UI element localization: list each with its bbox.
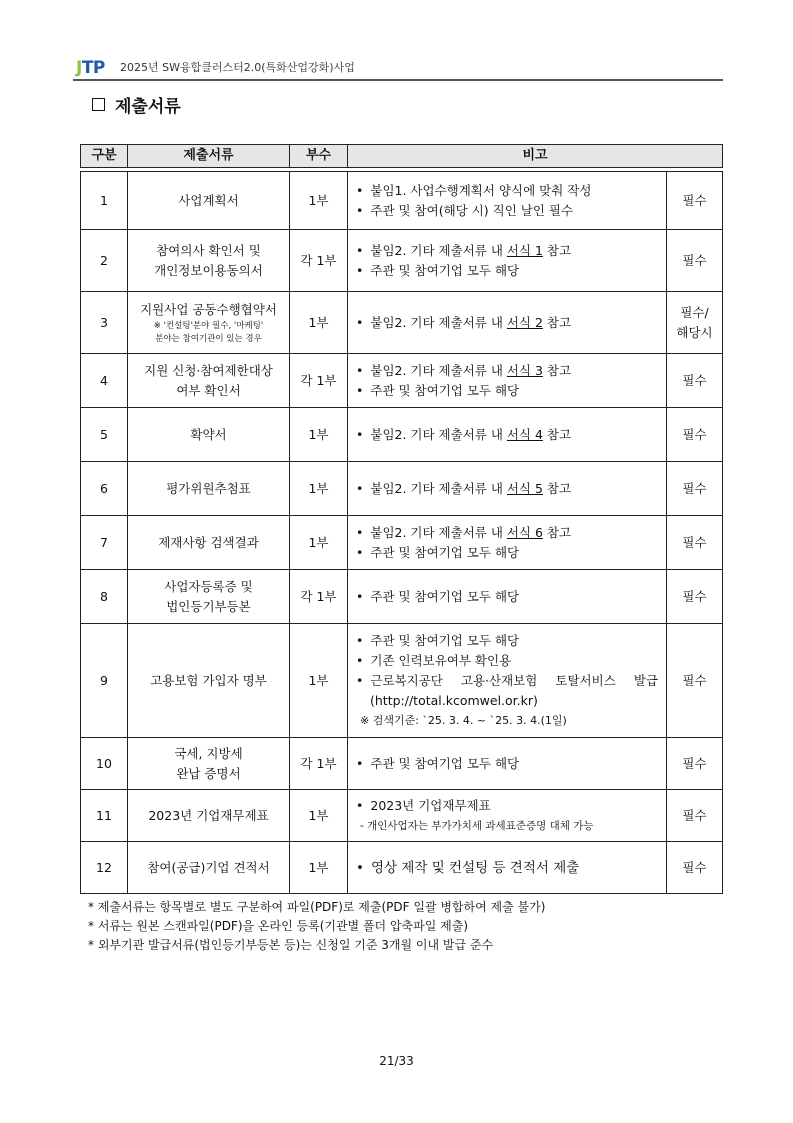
requirement: 필수 <box>667 570 723 624</box>
document-condition: 분야는 참여기관이 있는 경우 <box>155 333 262 344</box>
remark-line: • 2023년 기업재무제표 <box>356 796 658 816</box>
copies: 1부 <box>290 408 348 462</box>
row-number: 6 <box>81 462 128 516</box>
copies: 각 1부 <box>290 570 348 624</box>
remarks <box>348 462 667 516</box>
row-number: 5 <box>81 408 128 462</box>
remark-line: • 주관 및 참여(해당 시) 직인 날인 필수 <box>356 201 658 221</box>
form-reference: 서식 2 <box>506 314 543 330</box>
remark-subnote: - 개인사업자는 부가가치세 과세표준증명 대체 가능 <box>360 819 594 832</box>
row-number: 11 <box>81 790 128 842</box>
requirement: 필수 <box>667 354 723 408</box>
table-row <box>81 790 723 842</box>
document-name <box>128 738 290 790</box>
row-number: 10 <box>81 738 128 790</box>
col-header-notes: 비고 <box>348 145 723 168</box>
footnote: * 서류는 원본 스캔파일(PDF)을 온라인 등록(기관별 폴더 압축파일 제출) <box>88 919 469 933</box>
remarks <box>348 172 667 230</box>
remarks <box>348 738 667 790</box>
remark-line: • 주관 및 참여기업 모두 해당 <box>356 587 658 607</box>
document-name-line: 평가위원추첨표 <box>166 480 251 496</box>
table-row <box>81 516 723 570</box>
table-row <box>81 570 723 624</box>
remark-line: • 붙임2. 기타 제출서류 내 서식 5 참고 <box>356 479 658 499</box>
header-divider <box>73 79 723 81</box>
document-name-line: 지원사업 공동수행협약서 <box>140 301 277 317</box>
remarks <box>348 292 667 354</box>
table-row <box>81 354 723 408</box>
remark-line: • 붙임1. 사업수행계획서 양식에 맞춰 작성 <box>356 181 658 201</box>
remarks <box>348 516 667 570</box>
requirement: 필수 <box>667 790 723 842</box>
form-reference: 서식 4 <box>506 426 543 442</box>
table-row <box>81 462 723 516</box>
row-number: 2 <box>81 230 128 292</box>
remark-line: • 영상 제작 및 컨설팅 등 견적서 제출 <box>356 858 658 878</box>
document-name-line: 제재사항 검색결과 <box>158 534 259 550</box>
document-name-line: 2023년 기업재무제표 <box>148 807 269 823</box>
document-name-line: 사업자등록증 및 <box>164 578 253 594</box>
row-number: 3 <box>81 292 128 354</box>
copies: 1부 <box>290 790 348 842</box>
remark-line: • 붙임2. 기타 제출서류 내 서식 2 참고 <box>356 313 658 333</box>
copies: 1부 <box>290 842 348 894</box>
requirement: 필수 <box>667 408 723 462</box>
document-name-line: 사업계획서 <box>178 192 239 208</box>
remark-line: • 붙임2. 기타 제출서류 내 서식 6 참고 <box>356 523 658 543</box>
footnote: * 외부기관 발급서류(법인등기부등본 등)는 신청일 기준 3개월 이내 발급 준수 <box>88 938 494 952</box>
document-name <box>128 624 290 738</box>
remark-line: • 주관 및 참여기업 모두 해당 <box>356 261 658 281</box>
requirement: 필수 <box>667 462 723 516</box>
document-name-line: 지원 신청·참여제한대상 <box>144 362 273 378</box>
document-name <box>128 790 290 842</box>
document-name <box>128 354 290 408</box>
jtp-logo: JTP <box>76 58 105 78</box>
requirement: 필수/ 해당시 <box>667 292 723 354</box>
documents-table <box>80 171 723 894</box>
page-number: 21/33 <box>379 1054 414 1068</box>
remarks <box>348 230 667 292</box>
checkbox-square-icon <box>92 98 105 111</box>
section-heading <box>92 96 181 118</box>
table-header <box>80 144 723 168</box>
table-row <box>81 624 723 738</box>
requirement: 필수 <box>667 842 723 894</box>
remark-line: • 주관 및 참여기업 모두 해당 <box>356 543 658 563</box>
remarks <box>348 624 667 738</box>
footnotes <box>88 898 545 955</box>
document-name-line: 여부 확인서 <box>176 382 241 398</box>
remark-line: • 붙임2. 기타 제출서류 내 서식 4 참고 <box>356 425 658 445</box>
section-title: 제출서류 <box>115 97 181 117</box>
header-title: 2025년 SW융합클러스터2.0(특화산업강화)사업 <box>120 61 355 74</box>
table-row <box>81 738 723 790</box>
document-name <box>128 230 290 292</box>
document-condition: ※ '컨설팅'분야 필수, '마케팅' <box>153 320 264 331</box>
requirement: 필수 <box>667 516 723 570</box>
remarks <box>348 842 667 894</box>
requirement: 필수 <box>667 738 723 790</box>
document-name-line: 국세, 지방세 <box>174 745 243 761</box>
form-reference: 서식 5 <box>506 480 543 496</box>
table-row <box>81 230 723 292</box>
col-header-copies: 부수 <box>290 145 348 168</box>
copies: 1부 <box>290 462 348 516</box>
remark-line: • 주관 및 참여기업 모두 해당 <box>356 381 658 401</box>
page-header <box>76 58 723 78</box>
remark-line: • 주관 및 참여기업 모두 해당 <box>356 631 658 651</box>
remarks <box>348 790 667 842</box>
document-name-line: 참여(공급)기업 견적서 <box>147 859 270 875</box>
document-name <box>128 462 290 516</box>
remark-url: (http://total.kcomwel.or.kr) <box>370 692 538 708</box>
requirement: 필수 <box>667 230 723 292</box>
requirement: 필수 <box>667 624 723 738</box>
remarks <box>348 570 667 624</box>
document-name <box>128 516 290 570</box>
remark-line: • 붙임2. 기타 제출서류 내 서식 1 참고 <box>356 241 658 261</box>
requirement: 필수 <box>667 172 723 230</box>
remark-note: ※ 검색기준: `25. 3. 4. ~ `25. 3. 4.(1일) <box>360 713 567 727</box>
form-reference: 서식 3 <box>506 362 543 378</box>
document-name <box>128 172 290 230</box>
document-name-line: 법인등기부등본 <box>166 598 251 614</box>
document-name-line: 완납 증명서 <box>176 765 241 781</box>
remarks <box>348 354 667 408</box>
row-number: 12 <box>81 842 128 894</box>
remark-line: • 붙임2. 기타 제출서류 내 서식 3 참고 <box>356 361 658 381</box>
remark-line: • 기존 인력보유여부 확인용 <box>356 651 658 671</box>
copies: 각 1부 <box>290 738 348 790</box>
remark-line: • 근로복지공단 고용·산재보험 토탈서비스 발급 <box>356 671 658 691</box>
remark-line: • 주관 및 참여기업 모두 해당 <box>356 754 658 774</box>
document-name-line: 확약서 <box>190 426 227 442</box>
remarks <box>348 408 667 462</box>
col-header-doc: 제출서류 <box>128 145 290 168</box>
document-name-line: 개인정보이용동의서 <box>154 262 263 278</box>
footnote: * 제출서류는 항목별로 별도 구분하여 파일(PDF)로 제출(PDF 일괄 병합하여 제출 불가) <box>88 900 546 914</box>
document-name-line: 참여의사 확인서 및 <box>156 242 261 258</box>
document-name <box>128 842 290 894</box>
document-name <box>128 408 290 462</box>
row-number: 8 <box>81 570 128 624</box>
copies: 1부 <box>290 516 348 570</box>
copies: 1부 <box>290 292 348 354</box>
copies: 각 1부 <box>290 230 348 292</box>
document-name-line: 고용보험 가입자 명부 <box>150 672 267 688</box>
row-number: 9 <box>81 624 128 738</box>
row-number: 1 <box>81 172 128 230</box>
copies: 1부 <box>290 172 348 230</box>
row-number: 7 <box>81 516 128 570</box>
table-row <box>81 842 723 894</box>
document-name <box>128 292 290 354</box>
row-number: 4 <box>81 354 128 408</box>
table-row <box>81 172 723 230</box>
document-name <box>128 570 290 624</box>
table-row <box>81 292 723 354</box>
form-reference: 서식 6 <box>506 524 543 540</box>
copies: 각 1부 <box>290 354 348 408</box>
table-row <box>81 408 723 462</box>
form-reference: 서식 1 <box>506 242 543 258</box>
col-header-no: 구분 <box>81 145 128 168</box>
copies: 1부 <box>290 624 348 738</box>
